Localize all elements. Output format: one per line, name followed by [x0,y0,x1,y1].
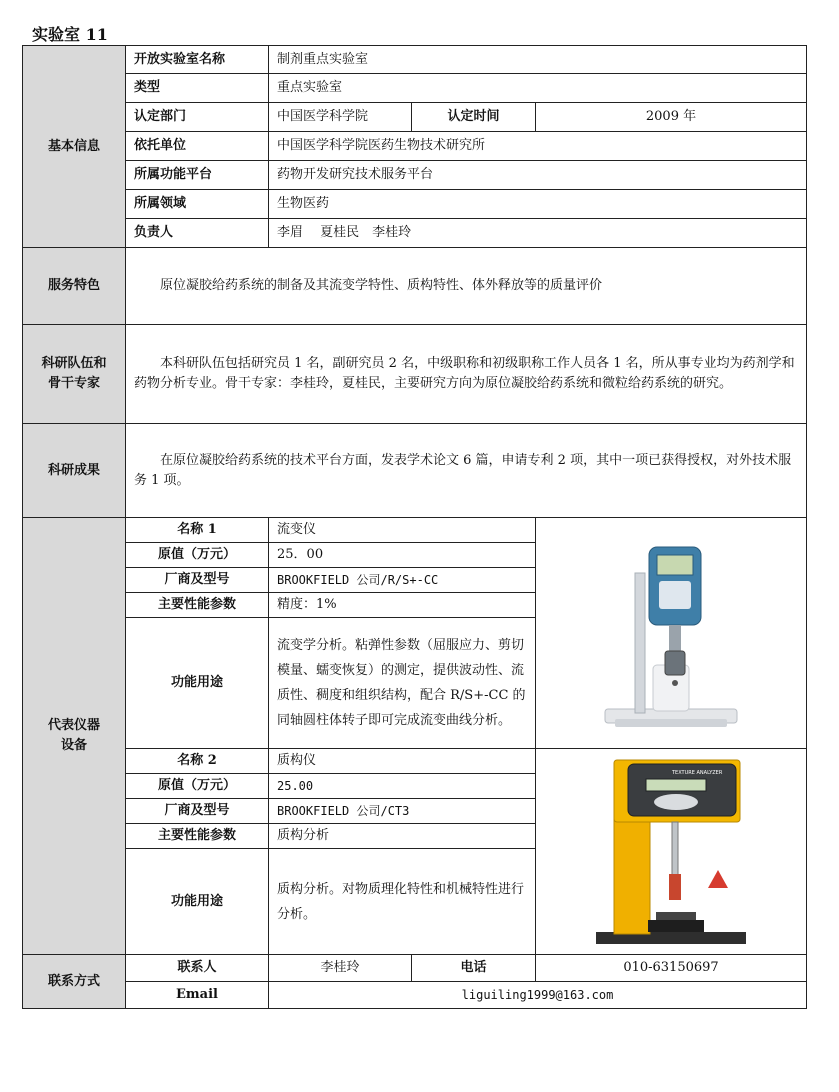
inst1-spec-label: 主要性能参数 [126,593,269,618]
section-instruments-line1: 代表仪器 [47,718,100,733]
service-text: 原位凝胶给药系统的制备及其流变学特性、质构特性、体外释放等的质量评价 [126,248,807,325]
section-service: 服务特色 [23,248,126,325]
lab-info-table [22,45,807,1009]
inst1-use-label: 功能用途 [126,618,269,749]
inst2-use-label: 功能用途 [126,849,269,955]
label-cert-time: 认定时间 [412,103,536,132]
inst2-price-label: 原值（万元） [126,774,269,799]
value-leader: 李眉 夏桂民 李桂玲 [269,219,807,248]
team-text: 本科研队伍包括研究员 1 名，副研究员 2 名，中级职称和初级职称工作人员各 1 名，所从事专业均为药剂学和药物分析专业。骨干专家：李桂玲，夏桂民，主要研究方向为原位凝胶给药系统和微粒给药系统的研究。 [126,325,807,424]
inst1-spec: 精度：1% [269,593,536,618]
section-team-line1: 科研队伍和 [41,356,107,371]
inst1-price-label: 原值（万元） [126,543,269,568]
label-dept: 认定部门 [126,103,269,132]
contact-email-row [23,982,807,1009]
inst1-maker: BROOKFIELD 公司/R/S+-CC [269,568,536,593]
contact-person-label: 联系人 [126,955,269,982]
value-field: 生物医药 [269,190,807,219]
section-team [23,325,126,424]
inst2-photo [536,749,807,955]
contact-email-label: Email [126,982,269,1009]
inst2-name-row [23,749,807,774]
inst2-spec-label: 主要性能参数 [126,824,269,849]
inst2-use: 质构分析。对物质理化特性和机械特性进行分析。 [269,849,536,955]
contact-person-row [23,955,807,982]
value-dept: 中国医学科学院 [269,103,412,132]
row-service [23,248,807,325]
row-type [23,74,807,103]
label-host: 依托单位 [126,132,269,161]
device-brand-label: TEXTURE ANALYZER [672,769,723,776]
inst1-maker-label: 厂商及型号 [126,568,269,593]
inst1-name-label: 名称 1 [126,518,269,543]
page-title: 实验室 11 [32,25,108,44]
inst2-name-label: 名称 2 [126,749,269,774]
row-host [23,132,807,161]
contact-person: 李桂玲 [269,955,412,982]
label-type: 类型 [126,74,269,103]
inst2-price: 25.00 [269,774,536,799]
value-host: 中国医学科学院医药生物技术研究所 [269,132,807,161]
label-platform: 所属功能平台 [126,161,269,190]
row-team [23,325,807,424]
inst1-photo [536,518,807,749]
row-platform [23,161,807,190]
row-results [23,424,807,518]
contact-phone: 010-63150697 [536,955,807,982]
inst1-use: 流变学分析。粘弹性参数（屈服应力、剪切模量、蠕变恢复）的测定，提供波动性、流质性、稠度和组织结构，配合 R/S+-CC 的同轴圆柱体转子即可完成流变曲线分析。 [269,618,536,749]
section-contact: 联系方式 [23,955,126,1009]
value-platform: 药物开发研究技术服务平台 [269,161,807,190]
inst1-name-row [23,518,807,543]
inst1-name: 流变仪 [269,518,536,543]
label-field: 所属领域 [126,190,269,219]
contact-email: liguiling1999@163.com [269,982,807,1009]
inst2-name: 质构仪 [269,749,536,774]
row-dept [23,103,807,132]
row-lab-name [23,46,807,74]
section-instruments-line2: 设备 [60,738,87,753]
row-leader [23,219,807,248]
results-text: 在原位凝胶给药系统的技术平台方面，发表学术论文 6 篇，申请专利 2 项，其中一项已获得授权，对外技术服务 1 项。 [126,424,807,518]
section-team-line2: 骨干专家 [47,376,100,391]
row-field [23,190,807,219]
inst2-maker-label: 厂商及型号 [126,799,269,824]
inst2-spec: 质构分析 [269,824,536,849]
section-basic-info: 基本信息 [23,46,126,248]
inst2-maker: BROOKFIELD 公司/CT3 [269,799,536,824]
section-results: 科研成果 [23,424,126,518]
label-lab-name: 开放实验室名称 [126,46,269,74]
value-lab-name: 制剂重点实验室 [269,46,807,74]
value-type: 重点实验室 [269,74,807,103]
contact-phone-label: 电话 [412,955,536,982]
label-leader: 负责人 [126,219,269,248]
texture-analyzer-icon [586,752,756,952]
inst1-price: 25．00 [269,543,536,568]
rheometer-icon [591,533,751,733]
value-cert-time: 2009 年 [536,103,807,132]
section-instruments [23,518,126,955]
